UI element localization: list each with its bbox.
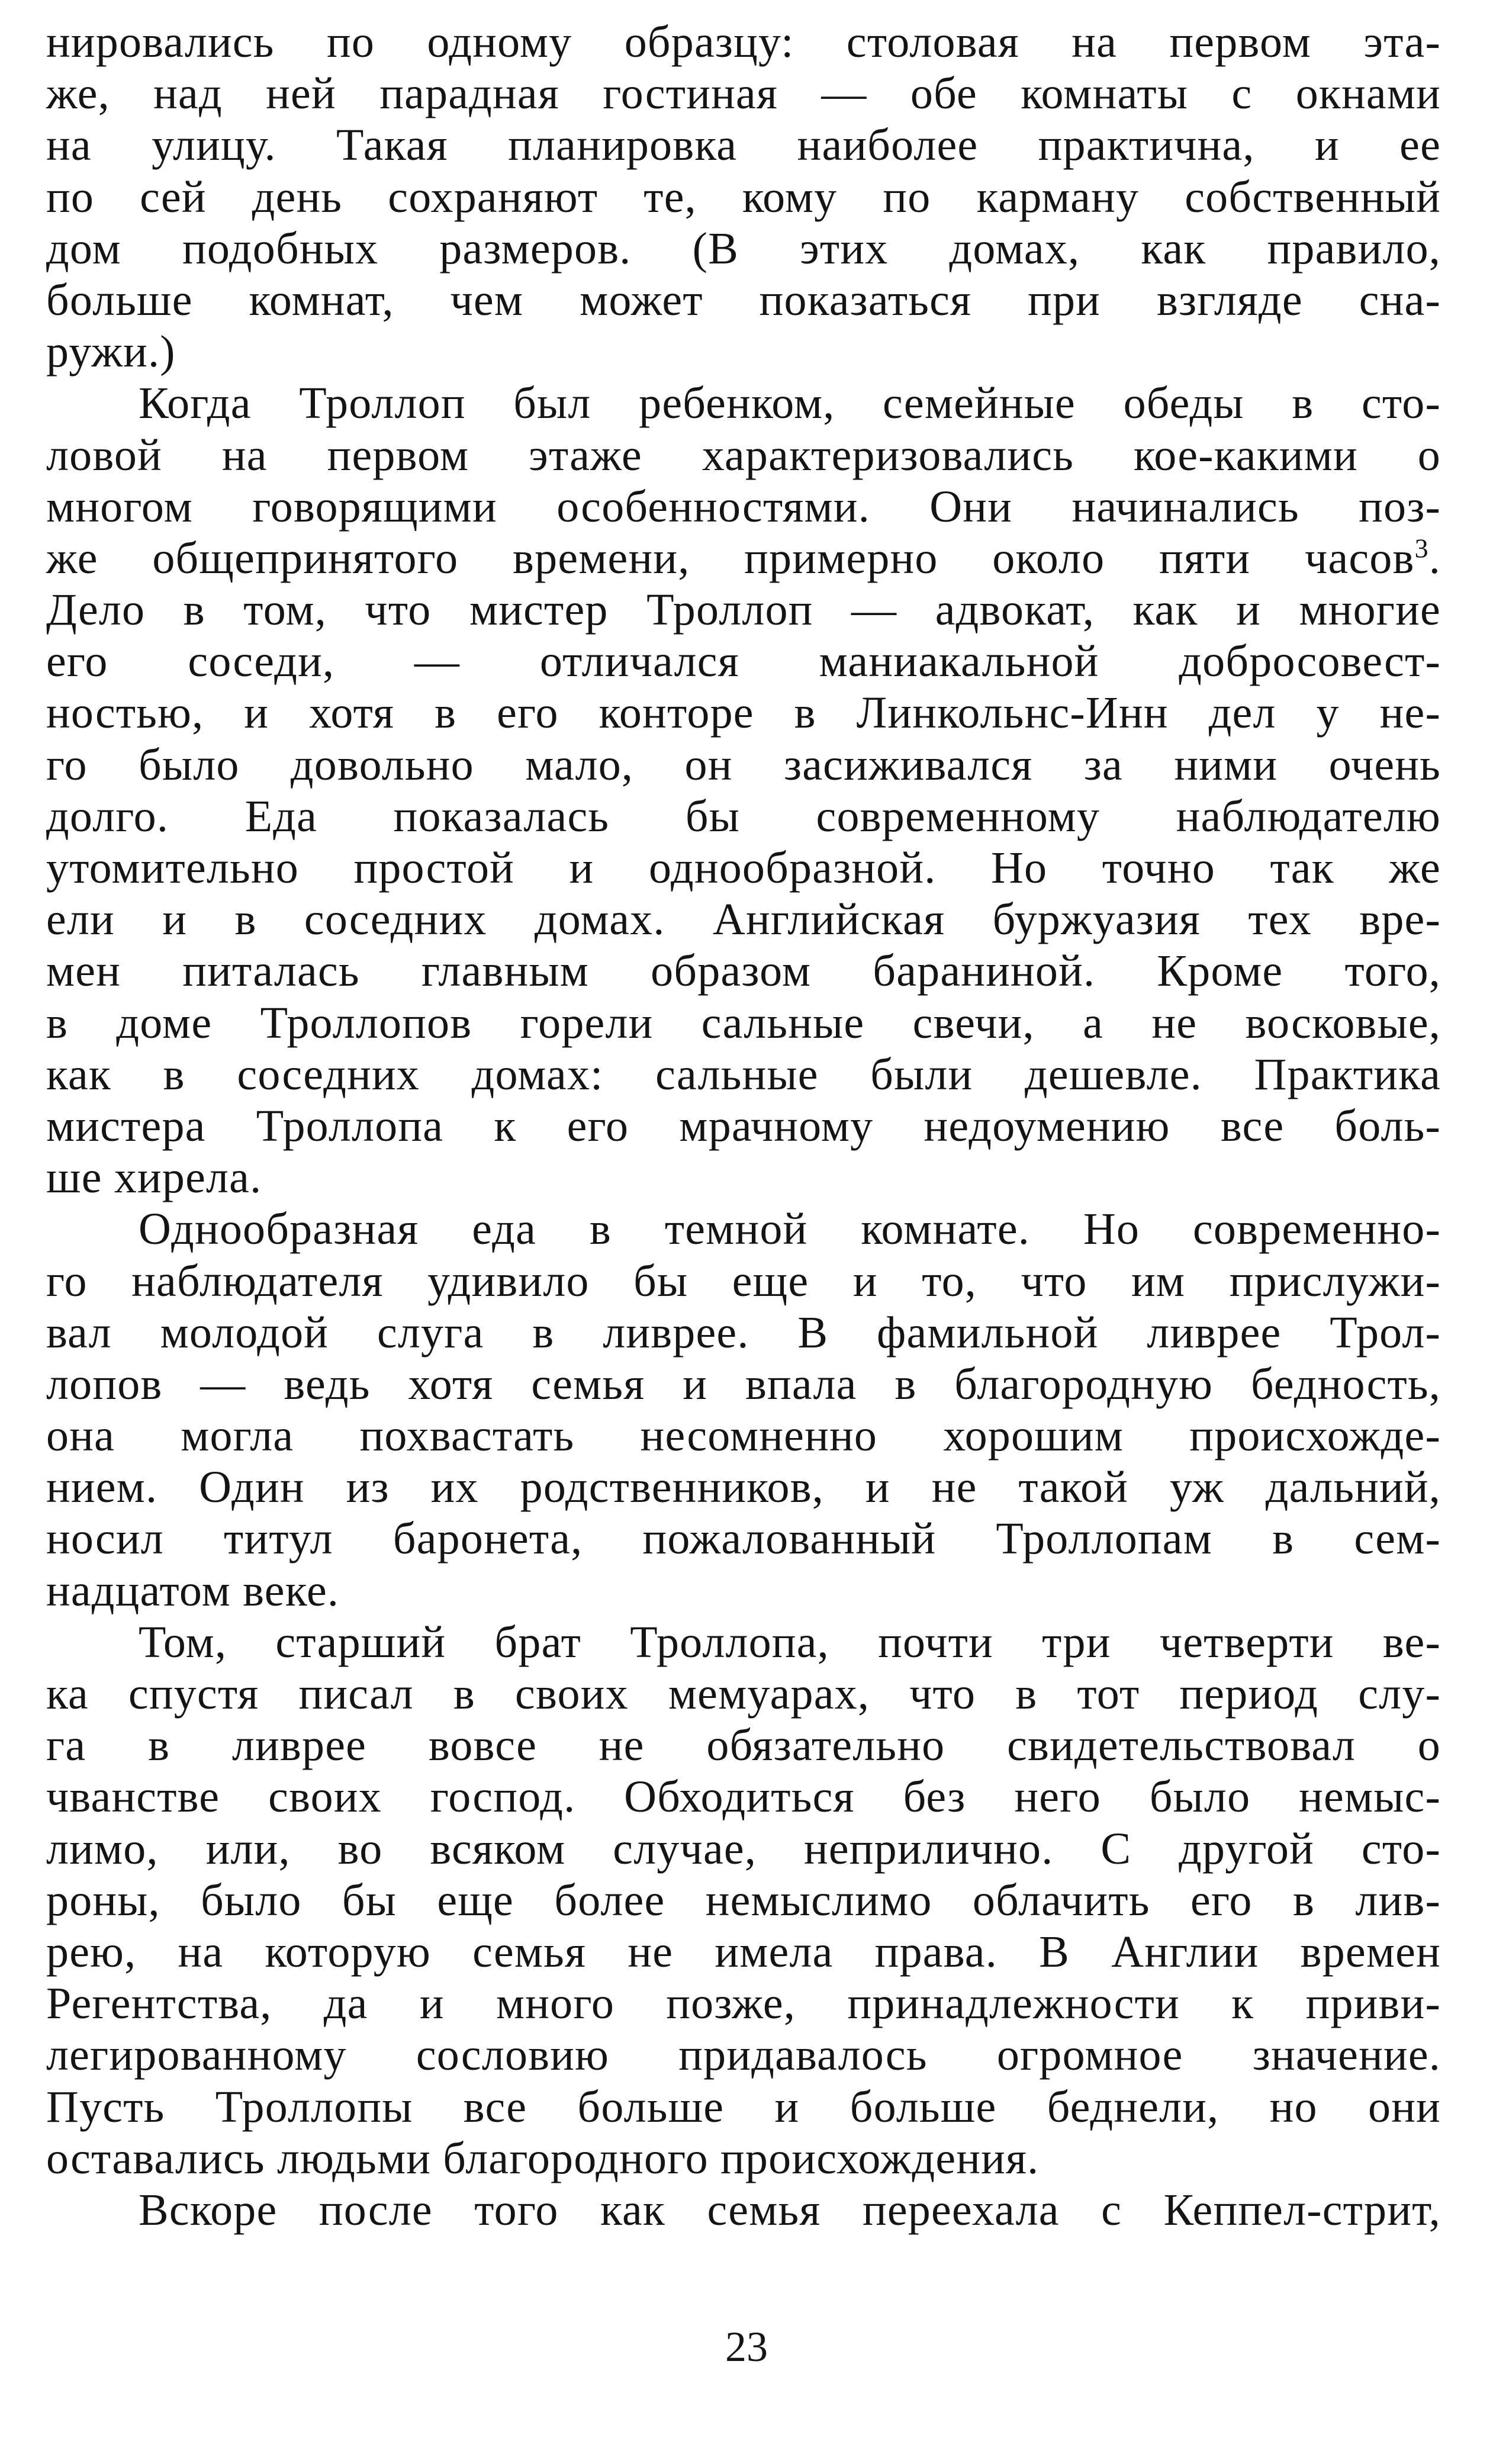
text-line: роны, было бы еще более немыслимо облачить его в лив- xyxy=(46,1875,1441,1925)
text-line: дом подобных размеров. (В этих домах, как правило, xyxy=(46,223,1441,274)
text-line: носил титул баронета, пожалованный Троллопам в сем- xyxy=(46,1514,1441,1564)
text-line: ели и в соседних домах. Английская буржуазия тех вре- xyxy=(46,895,1441,945)
text-line: надцатом веке. xyxy=(46,1565,340,1616)
text-line: ка спустя писал в своих мемуарах, что в тот период слу- xyxy=(46,1669,1441,1719)
text-line: же общепринятого времени, примерно около пяти часов xyxy=(46,533,1415,583)
text-line: долго. Еда показалась бы современному наблюдателю xyxy=(46,791,1441,841)
text-line: Когда Троллоп был ребенком, семейные обеды в сто- xyxy=(139,378,1441,429)
text-line: утомительно простой и однообразной. Но точно так же xyxy=(46,843,1441,893)
text-line: лимо, или, во всяком случае, неприлично. С другой сто- xyxy=(46,1823,1441,1874)
text-line: мистера Троллопа к его мрачному недоумению все боль- xyxy=(46,1101,1441,1151)
text-line: на улицу. Такая планировка наиболее практична, и ее xyxy=(46,120,1441,171)
text-line: рею, на которую семья не имела права. В Англии времен xyxy=(46,1926,1441,1977)
text-line-with-footnote xyxy=(46,533,1441,584)
text-line: мен питалась главным образом бараниной. Кроме того, xyxy=(46,946,1441,996)
footnote-marker-suffix: . xyxy=(1428,533,1441,583)
text-line: чванстве своих господ. Обходиться без него было немыс- xyxy=(46,1772,1441,1822)
text-line: его соседи, — отличался маниакальной добросовест- xyxy=(46,636,1441,687)
text-line: нировались по одному образцу: столовая на первом эта- xyxy=(46,17,1441,67)
text-line: вал молодой слуга в ливрее. В фамильной ливрее Трол- xyxy=(46,1307,1441,1358)
text-line: Дело в том, что мистер Троллоп — адвокат, как и многие xyxy=(46,585,1441,635)
text-line: многом говорящими особенностями. Они начинались поз- xyxy=(46,481,1441,532)
text-line: го было довольно мало, он засиживался за ними очень xyxy=(46,739,1441,790)
footnote-marker[interactable]: 3 xyxy=(1414,533,1429,564)
text-line: оставались людьми благородного происхождения. xyxy=(46,2133,1040,2183)
text-line: ше хирела. xyxy=(46,1153,262,1203)
text-line: Однообразная еда в темной комнате. Но современно- xyxy=(139,1204,1441,1254)
body-text xyxy=(46,17,1441,2236)
text-line: как в соседних домах: сальные были дешевле. Практика xyxy=(46,1049,1441,1099)
text-line: она могла похвастать несомненно хорошим происхожде- xyxy=(46,1411,1441,1461)
text-line: ностью, и хотя в его конторе в Линкольнс-Инн дел у не- xyxy=(46,688,1441,738)
text-line: Пусть Троллопы все больше и больше беднели, но они xyxy=(46,2082,1441,2132)
text-line: же, над ней парадная гостиная — обе комнаты с окнами xyxy=(46,69,1441,119)
text-line: по сей день сохраняют те, кому по карману собственный xyxy=(46,172,1441,222)
text-line: больше комнат, чем может показаться при взгляде сна- xyxy=(46,275,1441,325)
text-line: ловой на первом этаже характеризовались кое-какими о xyxy=(46,430,1441,480)
text-line: Том, старший брат Троллопа, почти три четверти ве- xyxy=(139,1617,1441,1667)
page-number: 23 xyxy=(725,2323,768,2370)
text-line: лопов — ведь хотя семья и впала в благородную бедность, xyxy=(46,1359,1441,1409)
text-line: го наблюдателя удивило бы еще и то, что им прислужи- xyxy=(46,1256,1441,1306)
text-line: нием. Один из их родственников, и не такой уж дальний, xyxy=(46,1462,1441,1513)
text-line: в доме Троллопов горели сальные свечи, а не восковые, xyxy=(46,998,1441,1048)
text-line: Регентства, да и много позже, принадлежности к приви- xyxy=(46,1979,1441,2029)
text-line: Вскоре после того как семья переехала с Кеппел-стрит, xyxy=(139,2185,1441,2235)
text-line: га в ливрее вовсе не обязательно свидетельствовал о xyxy=(46,1720,1441,1771)
text-line: легированному сословию придавалось огромное значение. xyxy=(46,2030,1441,2080)
text-line: ружи.) xyxy=(46,327,176,377)
